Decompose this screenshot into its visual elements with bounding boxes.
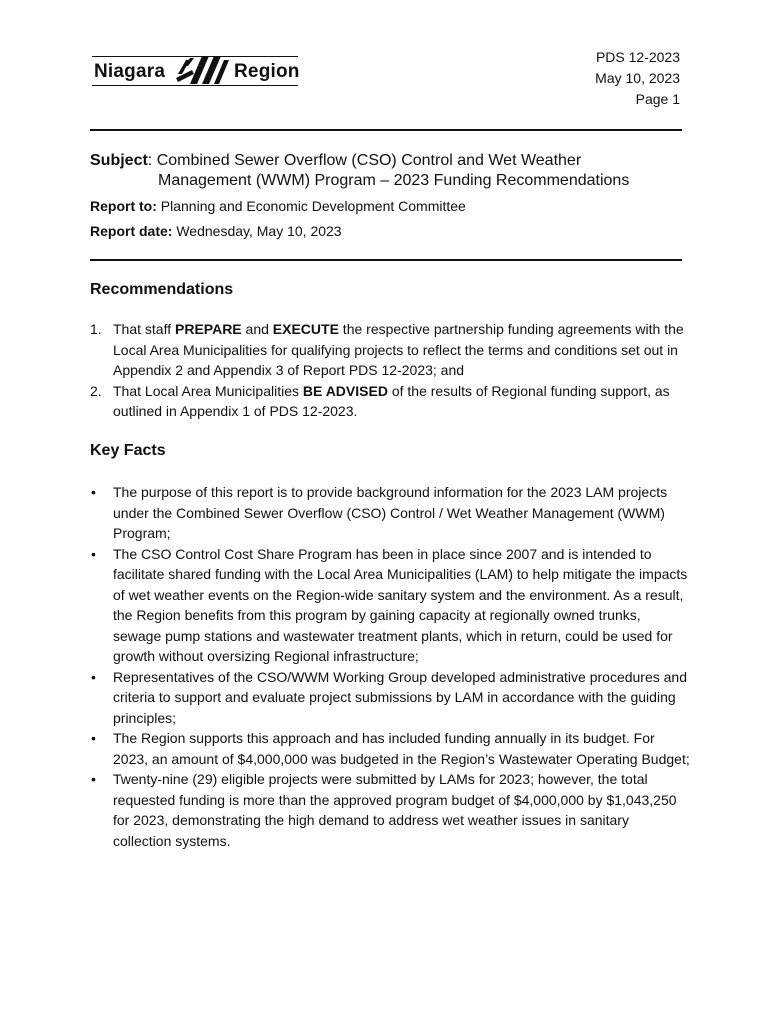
divider-top: [90, 129, 682, 131]
bullet: •: [91, 730, 96, 746]
logo-rule-bottom: [92, 85, 298, 86]
recommendations-heading: Recommendations: [90, 281, 234, 298]
subject-line-1: Combined Sewer Overflow (CSO) Control and Wet Weather: [156, 152, 582, 169]
subject-line-2: Management (WWM) Program – 2023 Funding Recommendations: [158, 172, 630, 189]
bullet: •: [91, 771, 96, 787]
key-fact-text: The CSO Control Cost Share Program has been in place since 2007 and is intended to facilitate shared funding with the Local Area Municipalities (LAM) to help mitigate the impacts of wet weather events on the Region-wide sanitary system and the environment. As a result, the Region benefits from this program by gaining capacity at regionally owned trunks, sewage pump stations and wastewater treatment plants, which in return, could be used for growth without oversizing Regional infrastructure;: [113, 545, 688, 664]
report-date: [90, 223, 342, 239]
report-date-label: Report date:: [90, 223, 173, 239]
list-number: 1.: [90, 321, 102, 337]
reco-bold: PREPARE: [175, 321, 242, 337]
recommendation-item: [90, 319, 690, 381]
report-date-value: Wednesday, May 10, 2023: [176, 223, 342, 239]
report-number: PDS 12-2023: [595, 49, 680, 65]
key-fact-item: [90, 667, 690, 729]
bullet: •: [91, 668, 96, 685]
key-fact-item: [90, 544, 690, 667]
reco-text: of the results of Regional funding support, as outlined in Appendix 1 of PDS 12-2023.: [113, 382, 670, 419]
reco-text: the respective partnership funding agreements with the Local Area Municipalities for qualifying projects to reflect the terms and conditions set out in Appendix 2 and Appendix 3 of Report PDS 12-2023; and: [113, 321, 684, 378]
report-header-date: May 10, 2023: [595, 70, 680, 86]
recommendations-list: [90, 319, 690, 422]
logo-text-niagara: Niagara: [94, 61, 166, 82]
key-fact-text: The Region supports this approach and has included funding annually in its budget. For 2023, an amount of $4,000,000 was budgeted in the Region’s Wastewater Operating Budget;: [113, 730, 690, 767]
subject-block: Subject: Combined Sewer Overflow (CSO) Control and Wet Weather Management (WWM) Program – 2023 Funding Recommendations: [90, 151, 690, 191]
report-header-info: [595, 47, 680, 110]
page-number: Page 1: [635, 91, 680, 107]
report-to-label: Report to:: [90, 198, 157, 214]
reco-text: That staff: [113, 321, 175, 337]
logo-text-region: Region: [234, 61, 300, 82]
bullet: •: [91, 545, 96, 562]
subject-label: Subject: [90, 152, 148, 169]
reco-text: and: [241, 321, 273, 337]
key-facts-heading: Key Facts: [90, 442, 166, 459]
report-to-value: Planning and Economic Development Committee: [160, 198, 466, 214]
key-fact-item: [90, 728, 690, 769]
reco-bold: EXECUTE: [272, 321, 339, 337]
key-fact-text: Representatives of the CSO/WWM Working Group developed administrative procedures and criteria to support and evaluate project submissions by LAM in accordance with the guiding principles;: [113, 668, 688, 726]
report-to: [90, 198, 466, 214]
key-fact-item: [90, 482, 690, 544]
key-facts-list: [90, 482, 690, 851]
reco-text: That Local Area Municipalities: [113, 382, 303, 399]
list-number: 2.: [90, 382, 102, 399]
key-fact-text: Twenty-nine (29) eligible projects were submitted by LAMs for 2023; however, the total requested funding is more than the approved program budget of $4,000,000 by $1,043,250 for 2023, demonstrating the high demand to address wet weather issues in sanitary collection systems.: [113, 771, 677, 849]
reco-bold: BE ADVISED: [302, 382, 388, 399]
key-fact-item: [90, 769, 690, 851]
niagara-region-logo: [92, 52, 302, 92]
bullet: •: [91, 484, 96, 500]
divider-bottom: [90, 259, 682, 261]
recommendation-item: [90, 381, 690, 422]
key-fact-text: The purpose of this report is to provide background information for the 2023 LAM projects under the Combined Sewer Overflow (CSO) Control / Wet Weather Management (WWM) Program;: [113, 484, 668, 541]
